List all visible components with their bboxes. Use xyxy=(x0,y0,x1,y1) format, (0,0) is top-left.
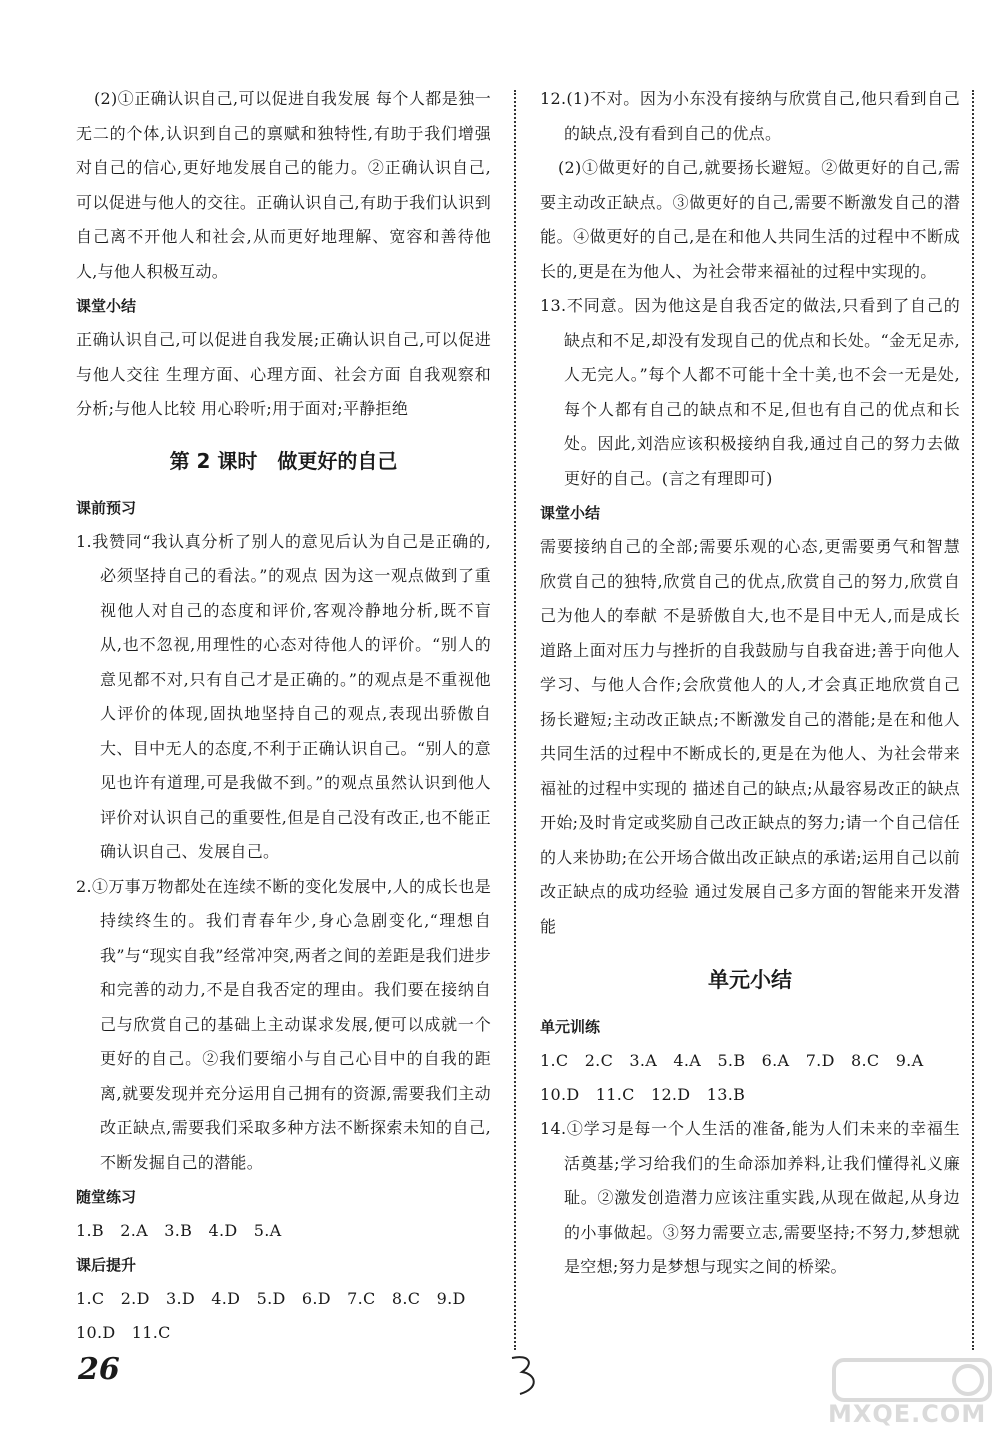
practice-answers: 1.B 2.A 3.B 4.D 5.A xyxy=(76,1221,282,1240)
unit-answers-line-1: 1.C 2.C 3.A 4.A 5.B 6.A 7.D 8.C 9.A xyxy=(540,1051,924,1070)
lesson-title: 第 2 课时 做更好的自己 xyxy=(169,448,398,473)
left-column xyxy=(76,82,491,1350)
right-margin-rule xyxy=(972,90,974,1350)
page-number: 26 xyxy=(78,1352,120,1387)
unit-summary-title: 单元小结 xyxy=(708,968,792,992)
answer-paragraph-2: (2)①正确认识自己,可以促进自我发展 每个人都是独一无二的个体,认识到自己的禀赋和独特性,有助于我们增强对自己的信心,更好地发展自己的能力。②正确认识自己,可以促进与他人的交往。正确认识自己,有助于我们认识到自己离不开他人和社会,从而更好地理解、宽容和善待他人,与他人积极互动。 xyxy=(76,89,491,281)
question-13-answer: 13.不同意。因为他这是自我否定的做法,只看到了自己的缺点和不足,却没有发现自己的优点和长处。“金无足赤,人无完人。”每个人都不可能十全十美,也不会一无是处,每个人都有自己的缺点和不足,但也有自己的优点和长处。因此,刘浩应该积极接纳自我,通过自己的努力去做更好的自己。(言之有理即可) xyxy=(540,296,960,488)
watermark-logo xyxy=(828,1356,996,1442)
right-column xyxy=(540,82,960,1285)
question-12-part-2: (2)①做更好的自己,就要扬长避短。②做更好的自己,需要主动改正缺点。③做更好的自己,需要不断激发自己的潜能。④做更好的自己,是在和他人共同生活的过程中不断成长的,更是在为他人、为社会带来福祉的过程中实现的。 xyxy=(540,158,960,281)
section-heading-preview: 课前预习 xyxy=(76,498,137,517)
question-2-answer: 2.①万事万物都处在连续不断的变化发展中,人的成长也是持续终生的。我们青春年少,身心急剧变化,“理想自我”与“现实自我”经常冲突,两者之间的差距是我们进步和完善的动力,不是自我否定的理由。我们要在接纳自己与欣赏自己的基础上主动谋求发展,便可以成就一个更好的自己。②我们要缩小与自己心目中的自我的距离,就要发现并充分运用自己拥有的资源,需要我们主动改正缺点,需要我们采取多种方法不断探索未知的自己,不断发掘自己的潜能。 xyxy=(76,876,491,1172)
section-heading-after-class: 课后提升 xyxy=(76,1256,137,1274)
section-heading-practice: 随堂练习 xyxy=(76,1188,137,1206)
after-class-answers-line-2: 10.D 11.C xyxy=(76,1323,171,1342)
unit-answers-line-2: 10.D 11.C 12.D 13.B xyxy=(540,1085,746,1104)
watermark-text: MXQE.COM xyxy=(828,1400,987,1428)
column-divider xyxy=(514,90,516,1350)
section-heading-class-summary: 课堂小结 xyxy=(76,297,137,315)
question-1-answer: 1.我赞同“我认真分析了别人的意见后认为自己是正确的,必须坚持自己的看法。”的观点 因为这一观点做到了重视他人对自己的态度和评价,客观冷静地分析,既不盲从,也不忽视,用理性的心态对待他人的评价。“别人的意见都不对,只有自己才是正确的。”的观点是不重视他人评价的体现,固执地坚持自己的观点,表现出骄傲自大、目中无人的态度,不利于正确认识自己。“别人的意见也许有道理,可是我做不到。”的观点虽然认识到他人评价对认识自己的重要性,但是自己没有改正,也不能正确认识自己、发展自己。 xyxy=(76,531,491,861)
class-summary-text-2: 需要接纳自己的全部;需要乐观的心态,更需要勇气和智慧 欣赏自己的独特,欣赏自己的优点,欣赏自己的努力,欣赏自己为他人的奉献 不是骄傲自大,也不是目中无人,而是成长道路上面对压力与挫折的自我鼓励与自我奋进;善于向他人学习、与他人合作;会欣赏他人的人,才会真正地欣赏自己 扬长避短;主动改正缺点;不断激发自己的潜能;是在和他人共同生活的过程中不断成长的,更是在为他人、为社会带来福祉的过程中实现的 描述自己的缺点;从最容易改正的缺点开始;及时肯定或奖励自己改正缺点的努力;请一个自己信任的人来协助;在公开场合做出改正缺点的承诺;运用自己以前改正缺点的成功经验 通过发展自己多方面的智能来开发潜能 xyxy=(540,537,960,936)
after-class-answers-line-1: 1.C 2.D 3.D 4.D 5.D 6.D 7.C 8.C 9.D xyxy=(76,1289,466,1308)
section-heading-class-summary-2: 课堂小结 xyxy=(540,504,601,522)
question-12-part-1: 12.(1)不对。因为小东没有接纳与欣赏自己,他只看到自己的缺点,没有看到自己的优点。 xyxy=(540,89,960,143)
section-heading-unit-training: 单元训练 xyxy=(540,1018,601,1036)
class-summary-text: 正确认识自己,可以促进自我发展;正确认识自己,可以促进与他人交往 生理方面、心理方面、社会方面 自我观察和分析;与他人比较 用心聆听;用于面对;平静拒绝 xyxy=(76,330,491,418)
handwritten-mark xyxy=(500,1350,550,1400)
question-14-answer: 14.①学习是每一个人生活的准备,能为人们未来的幸福生活奠基;学习给我们的生命添加养料,让我们懂得礼义廉耻。②激发创造潜力应该注重实践,从现在做起,从身边的小事做起。③努力需要立志,需要坚持;不努力,梦想就是空想;努力是梦想与现实之间的桥梁。 xyxy=(540,1119,960,1276)
